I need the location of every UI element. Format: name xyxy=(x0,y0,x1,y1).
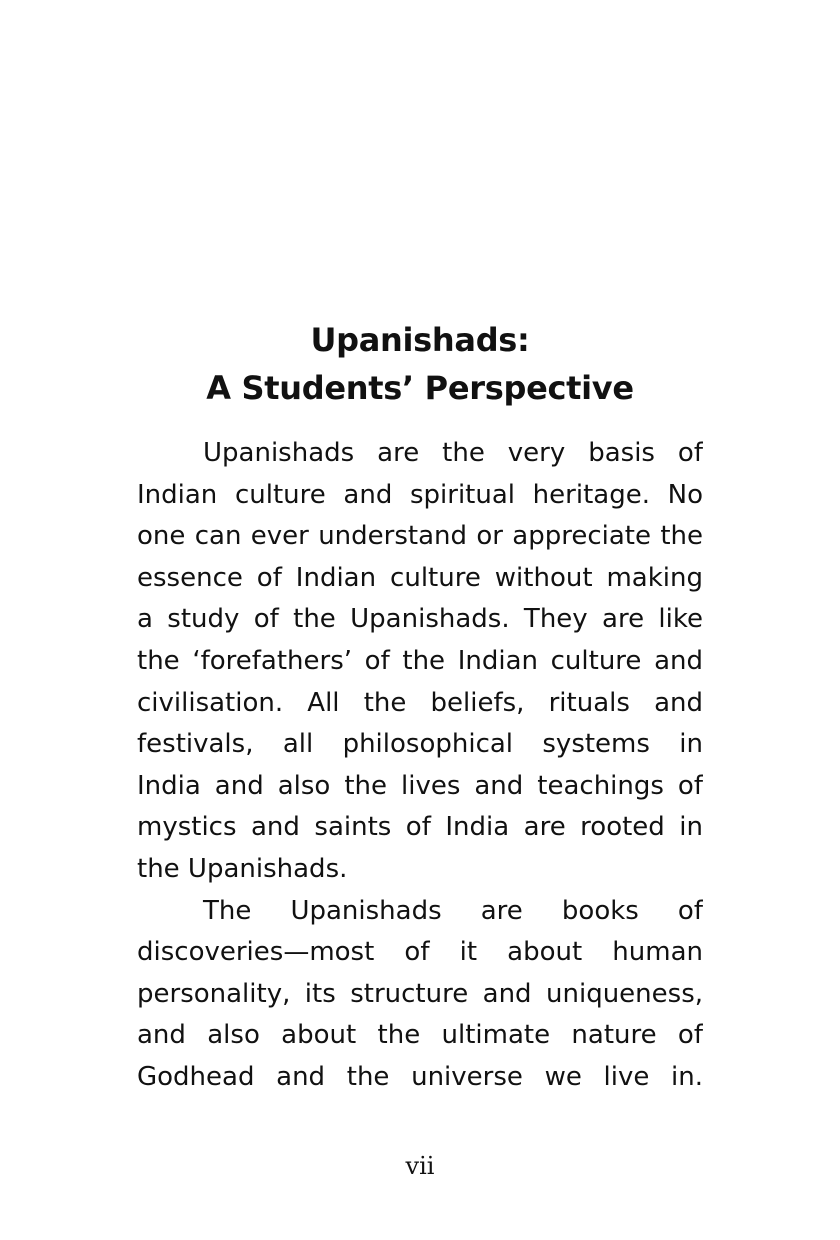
paragraph-2-line: The Upanishads are books of xyxy=(203,895,703,926)
paragraph-2-line: discoveries—most of it about human xyxy=(137,937,703,968)
title-line-2: A Students’ Perspective xyxy=(206,369,634,407)
paragraph-2-line: personality, its structure and uniqueness, xyxy=(137,978,703,1009)
paragraph-1-line: Indian culture and spiritual heritage. No xyxy=(137,479,703,510)
paragraph-1-line: essence of Indian culture without making xyxy=(137,562,703,593)
body-text xyxy=(137,433,703,1099)
paragraph-1-line: the Upanishads. xyxy=(137,853,348,884)
paragraph-1-line: mystics and saints of India are rooted in xyxy=(137,812,703,843)
paragraph-2-line: and also about the ultimate nature of xyxy=(137,1020,703,1051)
paragraph-1-line: the ‘forefathers’ of the Indian culture and xyxy=(137,645,703,676)
paragraph-1-line: a study of the Upanishads. They are like xyxy=(137,604,703,635)
chapter-title xyxy=(0,316,840,412)
paragraph-1-line: civilisation. All the beliefs, rituals and xyxy=(137,687,703,718)
title-line-1: Upanishads: xyxy=(310,321,530,359)
page-number: vii xyxy=(405,1152,435,1180)
paragraph-1-line: Upanishads are the very basis of xyxy=(203,438,703,468)
paragraph-1-line: India and also the lives and teachings of xyxy=(137,770,703,801)
paragraph-1-line: one can ever understand or appreciate the xyxy=(137,521,703,552)
paragraph-1-line: festivals, all philosophical systems in xyxy=(137,729,703,760)
paragraph-2-line: Godhead and the universe we live in. xyxy=(137,1061,703,1092)
